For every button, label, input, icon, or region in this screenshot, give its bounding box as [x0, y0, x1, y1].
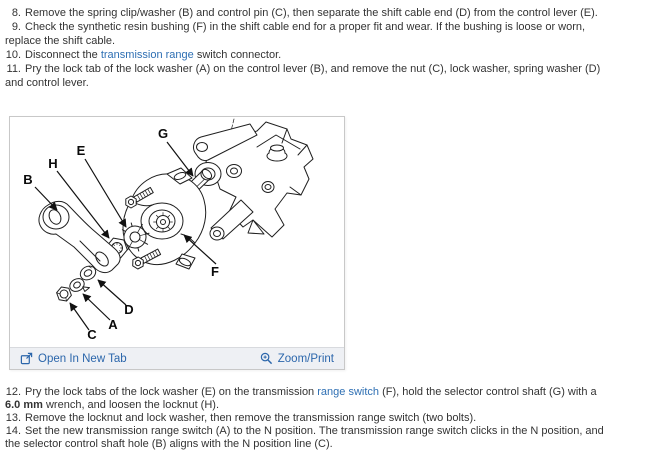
step-text: (F), hold the selector control shaft (G) with a: [379, 386, 597, 398]
leader-arrow-d: [98, 280, 126, 305]
open-in-new-tab-icon: [20, 352, 33, 365]
range-switch-body-drawing: [123, 168, 206, 269]
step-number: 14.: [5, 425, 21, 437]
step-9: [5, 20, 614, 48]
step-13: [5, 412, 614, 425]
part-label-a: A: [108, 317, 118, 332]
step-text: Remove the locknut and lock washer, then remove the transmission range switch (two bolts).: [25, 412, 477, 424]
step-11: [5, 62, 614, 90]
step-14: [5, 425, 614, 451]
range-switch-link[interactable]: range switch: [317, 386, 380, 398]
diagram-figure: [9, 116, 345, 370]
leader-arrow-a: [83, 294, 110, 320]
figure-toolbar: [10, 347, 344, 369]
step-10: [5, 48, 614, 62]
step-12: [5, 386, 614, 412]
part-label-d: D: [124, 302, 134, 317]
step-text: Remove the spring clip/washer (B) and control pin (C), then separate the shift cable end (D) from the control lever (E).: [25, 7, 598, 19]
step-number: 10.: [5, 49, 21, 61]
zoom-icon: [260, 352, 273, 365]
step-number: 11.: [6, 63, 21, 75]
zoom-print-link[interactable]: [260, 352, 334, 365]
step-text: wrench, and loosen the locknut (H).: [42, 399, 220, 411]
step-text: Pry the lock tabs of the lock washer (E) on the transmission: [25, 386, 318, 398]
step-number: 9.: [11, 21, 21, 33]
part-label-g: G: [157, 126, 169, 141]
wrench-size-value: 6.0 mm: [5, 399, 43, 411]
diagram-svg: [10, 117, 344, 347]
part-label-c: C: [87, 327, 97, 342]
instructions-top: [5, 6, 614, 90]
part-label-h: H: [48, 156, 58, 171]
transmission-range-link[interactable]: transmission range: [100, 49, 194, 61]
open-in-new-tab-link[interactable]: [20, 352, 127, 365]
part-label-f: F: [211, 264, 219, 279]
part-label-e: E: [76, 143, 86, 158]
step-number: 8.: [11, 7, 21, 19]
open-in-new-tab-label: Open In New Tab: [38, 352, 127, 365]
part-label-b: B: [23, 172, 33, 187]
leader-arrow-c: [70, 303, 89, 330]
instructions-bottom: [5, 386, 614, 451]
exploded-view-diagram: [10, 117, 344, 347]
step-text: Check the synthetic resin bushing (F) in the shift cable end for a proper fit and wear. If the bushing is loose or worn, replace the shift cable.: [5, 21, 586, 47]
step-number: 13.: [5, 412, 21, 424]
step-text: Pry the lock tab of the lock washer (A) on the control lever (B), and remove the nut (C), lock washer, spring washer (D) and control lever.: [5, 63, 601, 89]
leader-arrow-e: [85, 159, 126, 227]
step-number: 12.: [5, 386, 21, 398]
zoom-print-label: Zoom/Print: [277, 352, 334, 365]
step-text: Set the new transmission range switch (A) to the N position. The transmission range switch clicks in the N position, and the selector control shaft hole (B) aligns with the N position line (C).: [5, 425, 604, 450]
step-text: switch connector.: [193, 49, 282, 61]
step-text: Disconnect the: [25, 49, 101, 61]
step-8: [5, 6, 614, 20]
